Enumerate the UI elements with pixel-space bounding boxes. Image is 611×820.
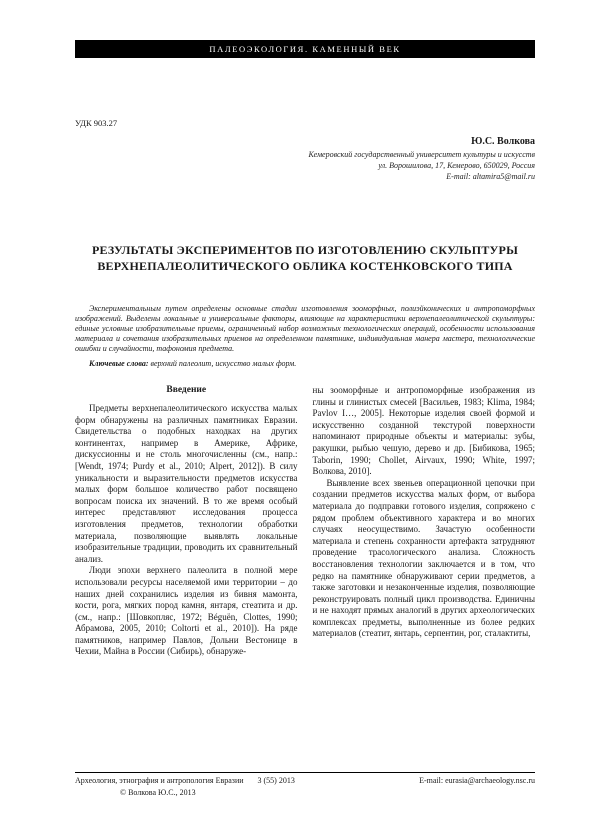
body-paragraph: Предметы верхнепалеолитического искусства малых форм обнаружены на различных памятниках Евразии. Свидетельства о подобных находках на других континентах, например в Америке, Африке, дискуссионны и не столь многочисленны (см., напр.: [Wendt, 1974; Purdy et al., 2010; Alpert, 2012]). В силу уникальности и выразительности предметов искусства малых форм большое количество работ посвящено вопросам поиска их значений. В то же время особый интерес представляют исследования процесса изготовления предметов, технологии обработки материала, позволяющие выявлять локальные изобразительные традиции, проводить их сравнительный анализ. — [75, 403, 298, 564]
author-block — [75, 136, 535, 182]
section-band-label: ПАЛЕОЭКОЛОГИЯ. КАМЕННЫЙ ВЕК — [209, 44, 401, 54]
page-content — [75, 0, 535, 658]
footer-email: E-mail: eurasia@archaeology.nsc.ru — [419, 776, 535, 785]
footer-journal-info — [75, 776, 295, 786]
abstract-text: Экспериментальным путем определены основные стадии изготовления зооморфных, полиэйконических и антропоморфных изображений. Выделены локальные и универсальные факторы, влияющие на характеристики верхнепалеолитической скульптуры: единые условные изобразительные приемы, ограниченный набор возможных технологических операций, особенности использования материала и сочетания изобразительных приемов на определенном памятнике, индивидуальная манера мастера, технологические ошибки и случайности, тафономия предмета. — [75, 304, 535, 353]
footer-rule — [75, 772, 535, 773]
body-paragraph: Выявление всех звеньев операционной цепочки при создании предметов искусства малых форм, от выбора материала до подправки готового изделия, сопряжено с рядом проблем объективного характера и во многих случаях неосуществимо. Зачастую особенности материала и степень сохранности артефакта затрудняют проведение трасологического анализа. Сложность восстановления технологии заключается и в том, что редко на памятнике обнаруживают серии предметов, а также заготовки и незаконченные изделия, позволяющие реконструировать полный цикл производства. Единичны и не находят прямых аналогий в других археологических комплексах предметы, выполненные из более редких материалов (стеатит, янтарь, серпентин, рог, сталактиты, — [312, 477, 535, 639]
section-heading-introduction: Введение — [166, 385, 207, 395]
section-band — [75, 40, 535, 58]
two-column-body — [75, 385, 535, 658]
left-column — [75, 385, 298, 658]
udk-code: УДК 903.27 — [75, 118, 118, 128]
keywords-line — [75, 359, 535, 369]
author-email: E-mail: altamira5@mail.ru — [446, 172, 535, 181]
article-title: РЕЗУЛЬТАТЫ ЭКСПЕРИМЕНТОВ ПО ИЗГОТОВЛЕНИЮ СКУЛЬПТУРЫ ВЕРХНЕПАЛЕОЛИТИЧЕСКОГО ОБЛИКА КОСТЕНКОВСКОГО ТИПА — [91, 243, 519, 273]
footer-line-1 — [75, 776, 535, 786]
author-affiliation: Кемеровский государственный университет культуры и искусств — [308, 150, 535, 159]
body-paragraph: ны зооморфные и антропоморфные изображения из глины и глинистых смесей [Васильев, 1983; Klima, 1984; Pavlov I…, 2005]. Некоторые изделия своей формой и искусственно созданной текстурой поверхности напоминают природные объекты и материалы: зубы, ракушки, рыбью чешую, дерево и др. [Бибикова, 1965; Taborin, 1990; Chollet, Airvaux, 1990; White, 1997; Волкова, 2010]. — [312, 385, 535, 477]
footer-issue: 3 (55) 2013 — [257, 776, 295, 785]
right-column — [313, 385, 536, 658]
author-name: Ю.С. Волкова — [471, 136, 535, 147]
keywords-label: Ключевые слова: — [89, 359, 149, 368]
body-paragraph: Люди эпохи верхнего палеолита в полной мере использовали ресурсы населяемой ими территории – до наших дней сохранились изделия из бивня мамонта, кости, рога, мягких пород камня, янтаря, стеатита и др. (см., напр.: [Шовкопляс, 1972; Béguën, Clottes, 1990; Абрамова, 2005, 2010; Coltorti et al., 2010]). На ряде памятников, например Павлов, Дольни Вестонице в Чехии, Майна в России (Сибирь), обнаруже- — [75, 565, 298, 657]
footer-journal-title: Археология, этнография и антропология Евразии — [75, 776, 244, 785]
keywords-text: верхний палеолит, искусство малых форм. — [150, 359, 297, 368]
page-footer — [75, 772, 535, 798]
footer-copyright: © Волкова Ю.С., 2013 — [120, 788, 196, 797]
author-address: ул. Ворошилова, 17, Кемерово, 650029, Россия — [378, 161, 535, 170]
